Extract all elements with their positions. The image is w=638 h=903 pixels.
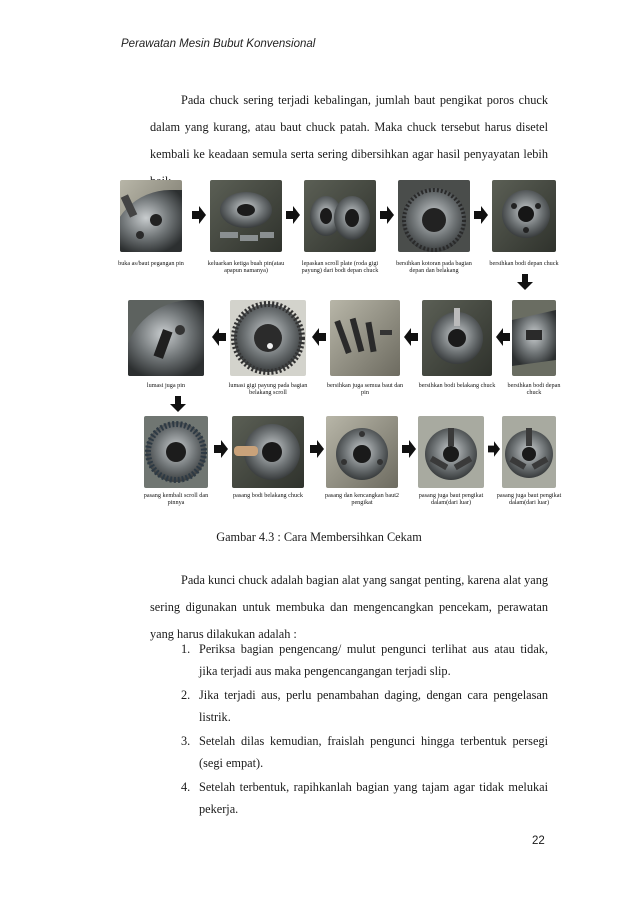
- list-item-number: 3.: [181, 734, 191, 748]
- step-photo: [304, 180, 376, 252]
- arrow-down-icon: [170, 396, 186, 412]
- figure-step: [118, 180, 184, 267]
- step-caption: bersihkan juga semua baut dan pin: [326, 382, 404, 396]
- step-photo: [144, 416, 208, 488]
- list-item-number: 2.: [181, 688, 191, 702]
- figure-step: [301, 180, 379, 274]
- step-caption: pasang dan kencangkan baut2 pengikat: [324, 492, 400, 506]
- figure-step: [396, 180, 472, 274]
- list-item-text: Jika terjadi aus, perlu penambahan daging, dengan cara pengelasan listrik.: [199, 688, 548, 724]
- step-caption: pasang bodi belakang chuck: [233, 492, 303, 499]
- step-photo: [422, 300, 492, 376]
- step-photo: [128, 300, 204, 376]
- figure-step: [507, 300, 561, 396]
- list-item: [181, 776, 548, 820]
- step-caption: lepaskan scroll plate (roda gigi payung) dari bodi depan chuck: [301, 260, 379, 274]
- figure-step: [418, 416, 484, 506]
- list-item-text: Setelah dilas kemudian, fraislah pengunci hingga terbentuk persegi (segi empat).: [199, 734, 548, 770]
- arrow-down-icon: [517, 274, 533, 290]
- step-photo: [230, 300, 306, 376]
- step-photo: [326, 416, 398, 488]
- step-photo: [120, 180, 182, 252]
- step-caption: bersihkan bodi belakang chuck: [418, 382, 496, 389]
- step-photo: [502, 416, 556, 488]
- figure-step: [418, 300, 496, 389]
- maintenance-steps-list: [181, 638, 548, 822]
- arrow-left-icon: [404, 328, 418, 346]
- step-photo: [210, 180, 282, 252]
- figure-caption: Gambar 4.3 : Cara Membersihkan Cekam: [216, 530, 422, 544]
- running-header: Perawatan Mesin Bubut Konvensional: [121, 38, 316, 50]
- arrow-right-icon: [380, 206, 394, 224]
- list-item: [181, 638, 548, 682]
- step-photo: [330, 300, 400, 376]
- arrow-right-icon: [488, 440, 500, 458]
- list-item: [181, 730, 548, 774]
- chuck-cleaning-figure: [118, 178, 562, 518]
- list-item: [181, 684, 548, 728]
- paragraph-chuck-key-text: Pada kunci chuck adalah bagian alat yang sangat penting, karena alat yang sering digunakan untuk membuka dan mengencangkan pencekam, perawatan yang harus dilakukan adalah :: [150, 573, 548, 641]
- step-caption: buka as/baut pegangan pin: [118, 260, 184, 267]
- arrow-right-icon: [310, 440, 324, 458]
- arrow-right-icon: [286, 206, 300, 224]
- paragraph-chuck-intro-text: Pada chuck sering terjadi kebalingan, jumlah baut pengikat poros chuck dalam yang kurang, atau baut chuck patah. Maka chuck tersebut harus disetel kembali ke keadaan semula serta sering dibersihkan agar hasil penyayatan lebih: [150, 93, 548, 161]
- figure-step: [128, 300, 204, 389]
- arrow-right-icon: [192, 206, 206, 224]
- step-caption: bersihkan bodi depan chuck: [507, 382, 561, 396]
- step-caption: pasang kembali scroll dan pinnya: [143, 492, 209, 506]
- figure-step: [207, 180, 285, 274]
- list-item-text: Setelah terbentuk, rapihkanlah bagian yang tajam agar tidak melukai pekerja.: [199, 780, 548, 816]
- list-item-number: 1.: [181, 642, 191, 656]
- step-photo: [492, 180, 556, 252]
- arrow-right-icon: [474, 206, 488, 224]
- list-item-text: Periksa bagian pengencang/ mulut pengunci terlihat aus atau tidak, jika terjadi aus maka pengencangangan terjadi slip.: [199, 642, 548, 678]
- step-caption: pasang juga baut pengikat dalam(dari luar): [418, 492, 484, 506]
- figure-step: [232, 416, 304, 499]
- page-number: 22: [532, 835, 545, 847]
- figure-step: [143, 416, 209, 506]
- figure-step: [489, 180, 559, 267]
- arrow-right-icon: [214, 440, 228, 458]
- step-caption: keluarkan ketiga buah pin(atau apapun namanya): [207, 260, 285, 274]
- step-photo: [398, 180, 470, 252]
- arrow-right-icon: [402, 440, 416, 458]
- list-item-number: 4.: [181, 780, 191, 794]
- arrow-left-icon: [496, 328, 510, 346]
- arrow-left-icon: [212, 328, 226, 346]
- figure-step: [496, 416, 562, 506]
- step-caption: bersihkan kotoran pada bagian depan dan belakang: [396, 260, 472, 274]
- figure-step: [324, 416, 400, 506]
- step-photo: [232, 416, 304, 488]
- figure-step: [326, 300, 404, 396]
- arrow-left-icon: [312, 328, 326, 346]
- step-photo: [418, 416, 484, 488]
- step-caption: lumasi juga pin: [146, 382, 186, 389]
- step-caption: bersihkan bodi depan chuck: [489, 260, 559, 267]
- step-caption: pasang juga baut pengikat dalam(dari luar): [496, 492, 562, 506]
- figure-step: [228, 300, 308, 396]
- step-caption: lumasi gigi payung pada bagian belakang scroll: [228, 382, 308, 396]
- step-photo: [512, 300, 556, 376]
- paragraph-chuck-key: [150, 567, 548, 648]
